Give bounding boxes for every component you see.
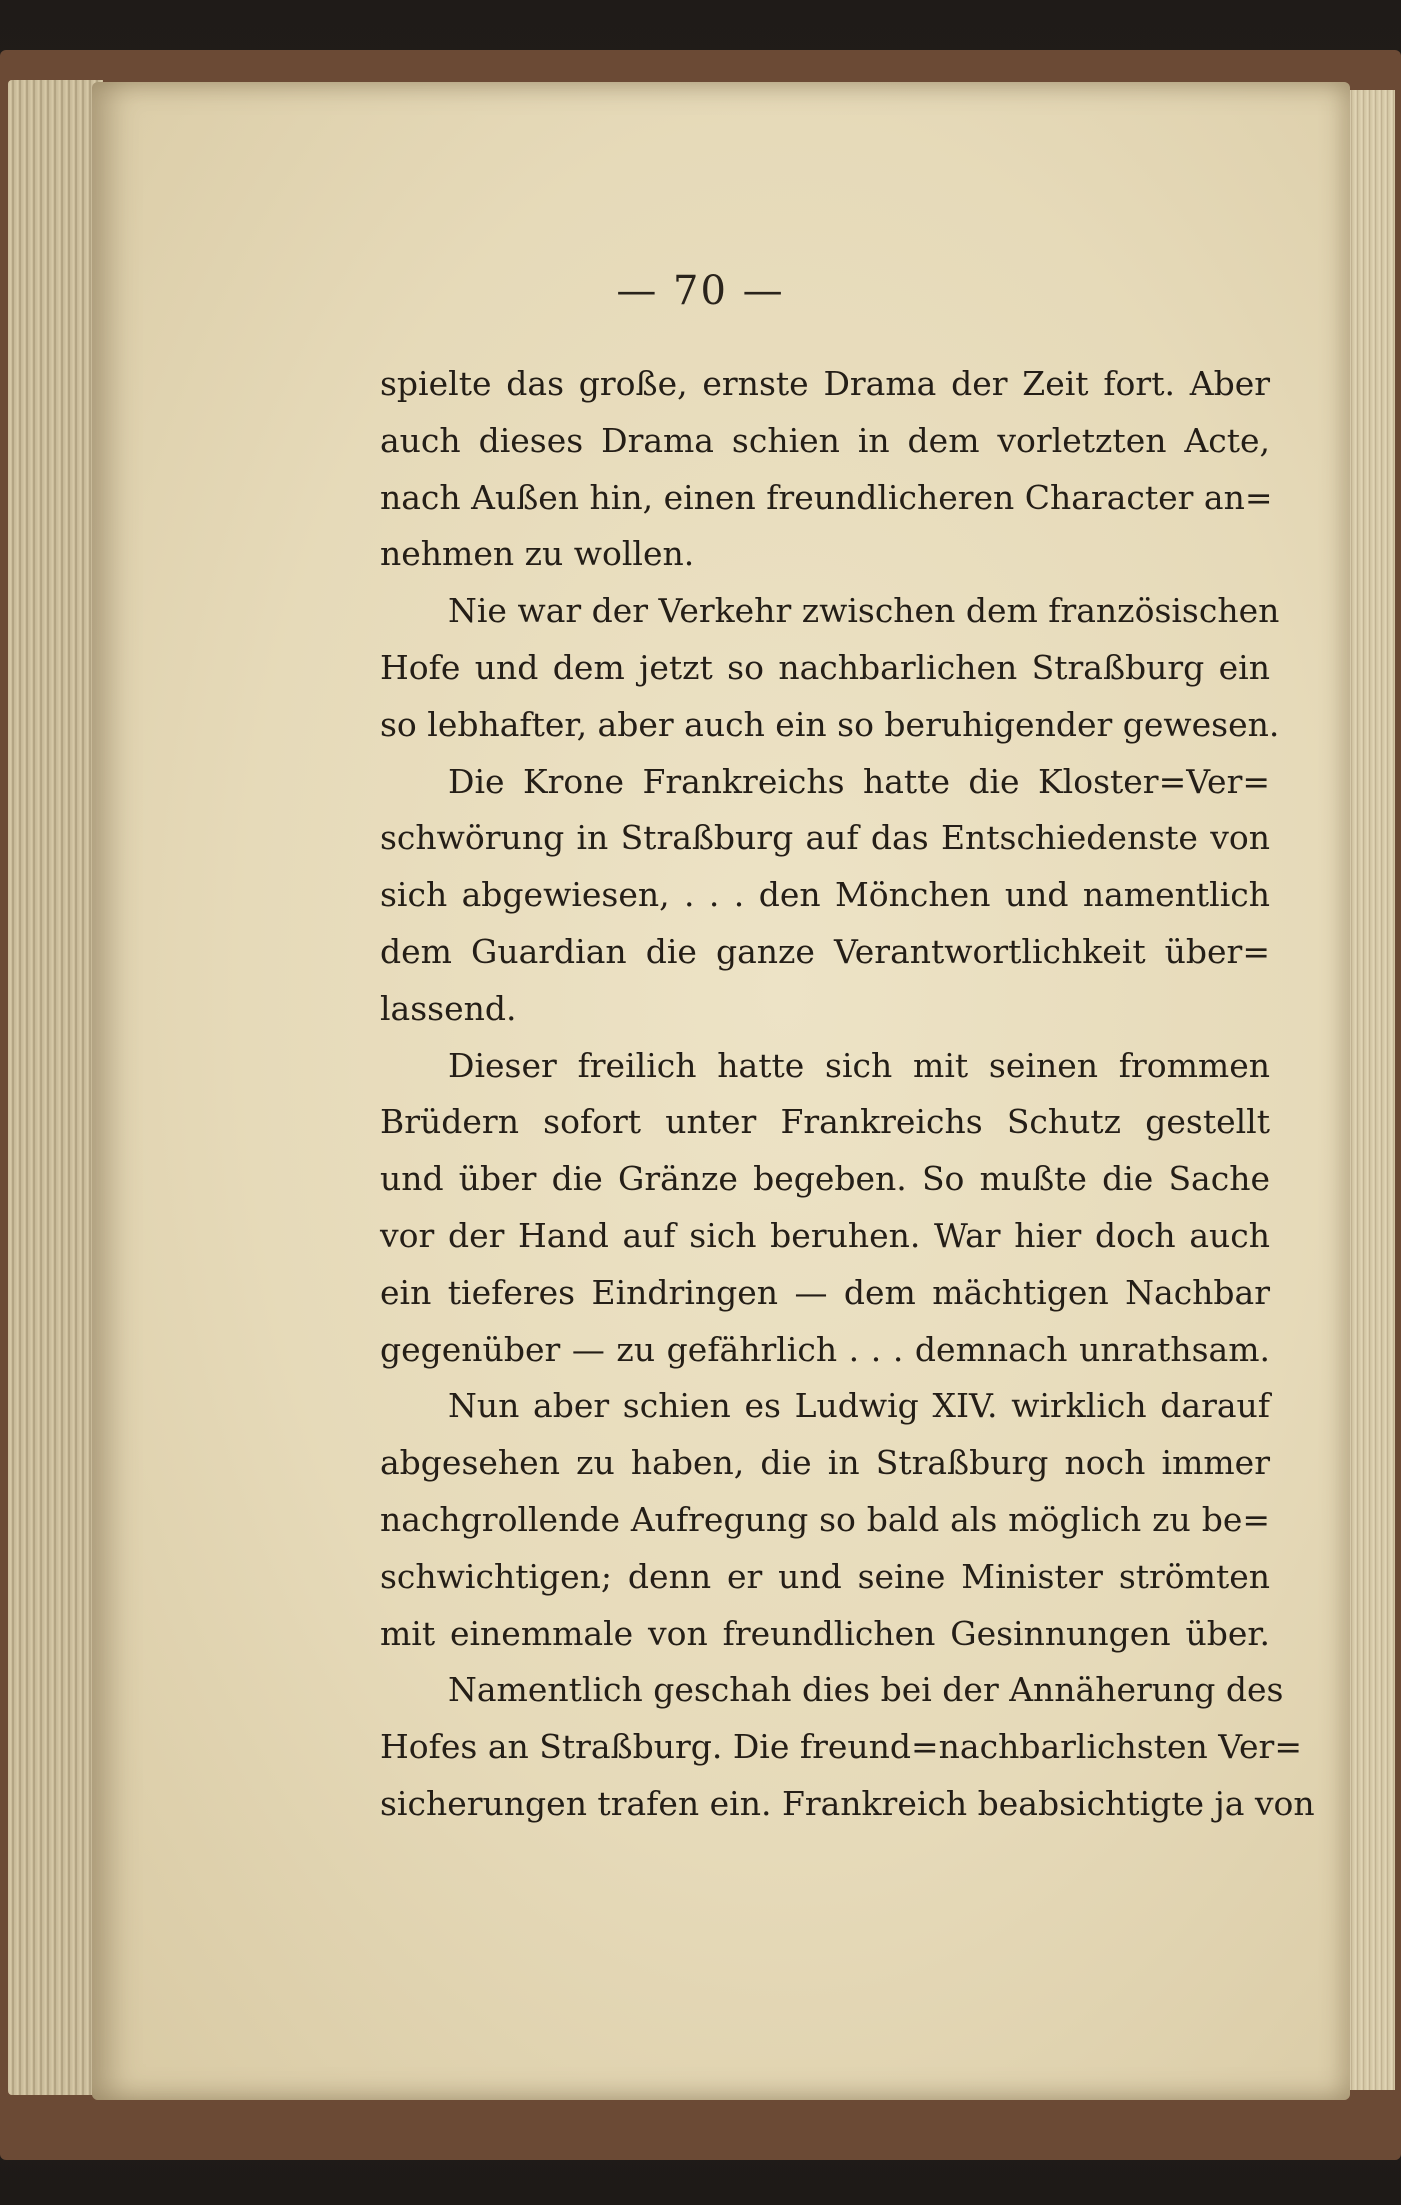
text-line: Brüdern sofort unter Frankreichs Schutz gestellt — [380, 1102, 1270, 1142]
text-line: nehmen zu wollen. — [380, 534, 695, 574]
text-line: Die Krone Frankreichs hatte die Kloster=Ver= — [448, 761, 1270, 801]
text-line: schwörung in Straßburg auf das Entschiedenste von — [380, 818, 1270, 858]
text-line: sicherungen trafen ein. Frankreich beabsichtigte ja von — [380, 1783, 1315, 1823]
text-line: schwichtigen; denn er und seine Minister strömten — [380, 1556, 1270, 1596]
text-line: Nun aber schien es Ludwig XIV. wirklich darauf — [448, 1386, 1270, 1426]
text-line: mit einemmale von freundlichen Gesinnungen über. — [380, 1613, 1270, 1653]
text-line: und über die Gränze begeben. So mußte die Sache — [380, 1159, 1270, 1199]
page-number: — 70 — — [616, 268, 785, 314]
text-line: vor der Hand auf sich beruhen. War hier doch auch — [380, 1215, 1270, 1255]
text-line: dem Guardian die ganze Verantwortlichkeit über= — [380, 931, 1270, 971]
text-line: Hofes an Straßburg. Die freund=nachbarlichsten Ver= — [380, 1727, 1302, 1767]
text-line: Dieser freilich hatte sich mit seinen frommen — [448, 1045, 1270, 1085]
text-line: nachgrollende Aufregung so bald als möglich zu be= — [380, 1499, 1270, 1539]
left-page-stack — [8, 80, 103, 2095]
text-line: abgesehen zu haben, die in Straßburg noch immer — [380, 1443, 1270, 1483]
text-line: lassend. — [380, 988, 517, 1028]
body-text — [380, 356, 1315, 1833]
text-line: Nie war der Verkehr zwischen dem französischen — [448, 591, 1280, 631]
text-line: so lebhafter, aber auch ein so beruhigender gewesen. — [380, 704, 1280, 744]
text-line: auch dieses Drama schien in dem vorletzten Acte, — [380, 420, 1270, 460]
text-line: Namentlich geschah dies bei der Annäherung des — [448, 1670, 1284, 1710]
text-line: spielte das große, ernste Drama der Zeit fort. Aber — [380, 364, 1270, 403]
text-line: gegenüber — zu gefährlich . . . demnach unrathsam. — [380, 1329, 1270, 1369]
text-line: sich abgewiesen, . . . den Mönchen und namentlich — [380, 875, 1270, 915]
text-line: Hofe und dem jetzt so nachbarlichen Straßburg ein — [380, 647, 1270, 687]
text-line: ein tieferes Eindringen — dem mächtigen Nachbar — [380, 1272, 1270, 1312]
text-line: nach Außen hin, einen freundlicheren Character an= — [380, 477, 1273, 517]
